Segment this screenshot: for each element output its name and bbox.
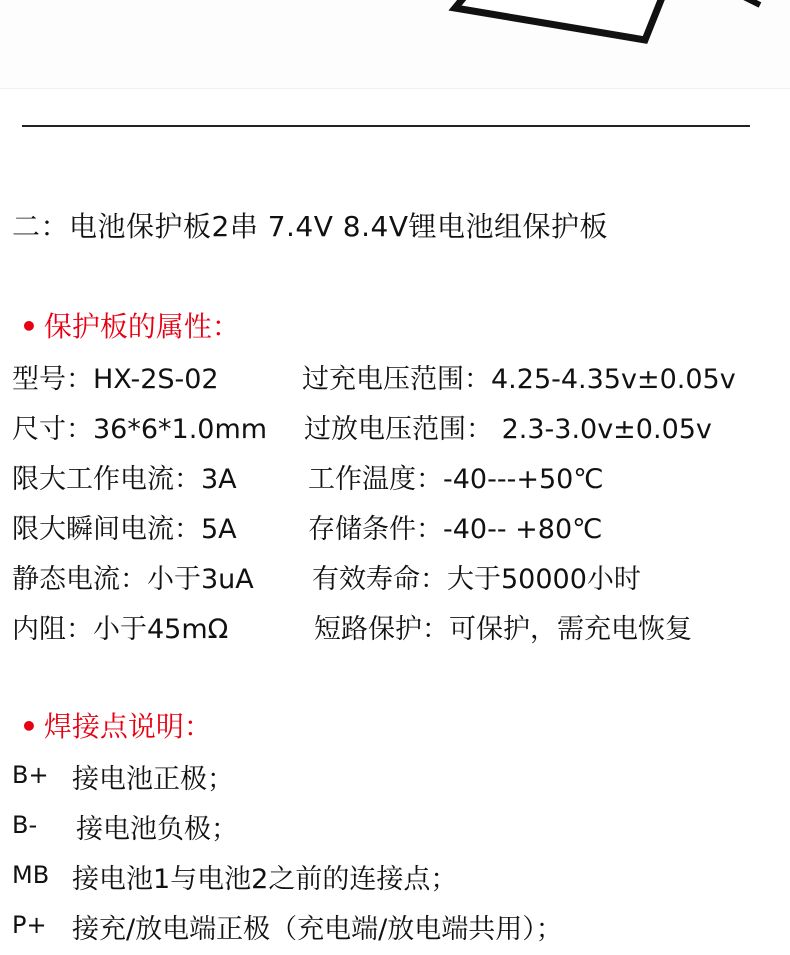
properties-heading-text: 保护板的属性： bbox=[43, 310, 240, 343]
properties-heading bbox=[20, 305, 240, 345]
spec-left: 尺寸：36*6*1.0mm bbox=[12, 414, 268, 445]
spec-right: 过放电压范围： 2.3-3.0v±0.05v bbox=[304, 414, 712, 445]
spec-row bbox=[12, 507, 782, 547]
spec-left: 内阻：小于45mΩ bbox=[12, 614, 229, 645]
spec-right: 短路保护：可保护，需充电恢复 bbox=[314, 614, 692, 645]
pad-description: 接充/放电端正极（充电端/放电端共用）； bbox=[72, 914, 563, 945]
pad-code: P+ bbox=[12, 911, 47, 939]
spec-right: 存储条件：-40-- +80℃ bbox=[308, 514, 603, 545]
pad-code: MB bbox=[12, 861, 50, 889]
spec-row bbox=[12, 357, 782, 397]
product-image-bottom-edge bbox=[0, 0, 790, 89]
pad-description: 接电池正极； bbox=[72, 764, 234, 795]
spec-right: 工作温度：-40---+50℃ bbox=[308, 464, 604, 495]
solder-points-heading-text: 焊接点说明： bbox=[43, 710, 212, 743]
heading-bullet: • bbox=[20, 310, 38, 343]
pad-description: 接电池1与电池2之前的连接点； bbox=[72, 864, 458, 895]
spec-left: 静态电流：小于3uA bbox=[12, 564, 254, 595]
page-title: 二：电池保护板2串 7.4V 8.4V锂电池组保护板 bbox=[12, 210, 608, 243]
spec-row bbox=[12, 557, 782, 597]
solder-points-heading bbox=[20, 705, 212, 745]
section-divider bbox=[22, 125, 750, 127]
heading-bullet: • bbox=[20, 710, 38, 743]
spec-left: 型号：HX-2S-02 bbox=[12, 364, 219, 395]
spec-row bbox=[12, 607, 782, 647]
pad-code: B- bbox=[12, 811, 38, 839]
spec-row bbox=[12, 457, 782, 497]
board-outline-graphic bbox=[0, 0, 790, 88]
spec-left: 限大瞬间电流：5A bbox=[12, 514, 237, 545]
spec-row bbox=[12, 407, 782, 447]
spec-right: 有效寿命：大于50000小时 bbox=[312, 564, 641, 595]
pad-code: B+ bbox=[12, 761, 49, 789]
pad-description: 接电池负极； bbox=[76, 814, 238, 845]
spec-right: 过充电压范围：4.25-4.35v±0.05v bbox=[302, 364, 736, 395]
spec-left: 限大工作电流：3A bbox=[12, 464, 237, 495]
